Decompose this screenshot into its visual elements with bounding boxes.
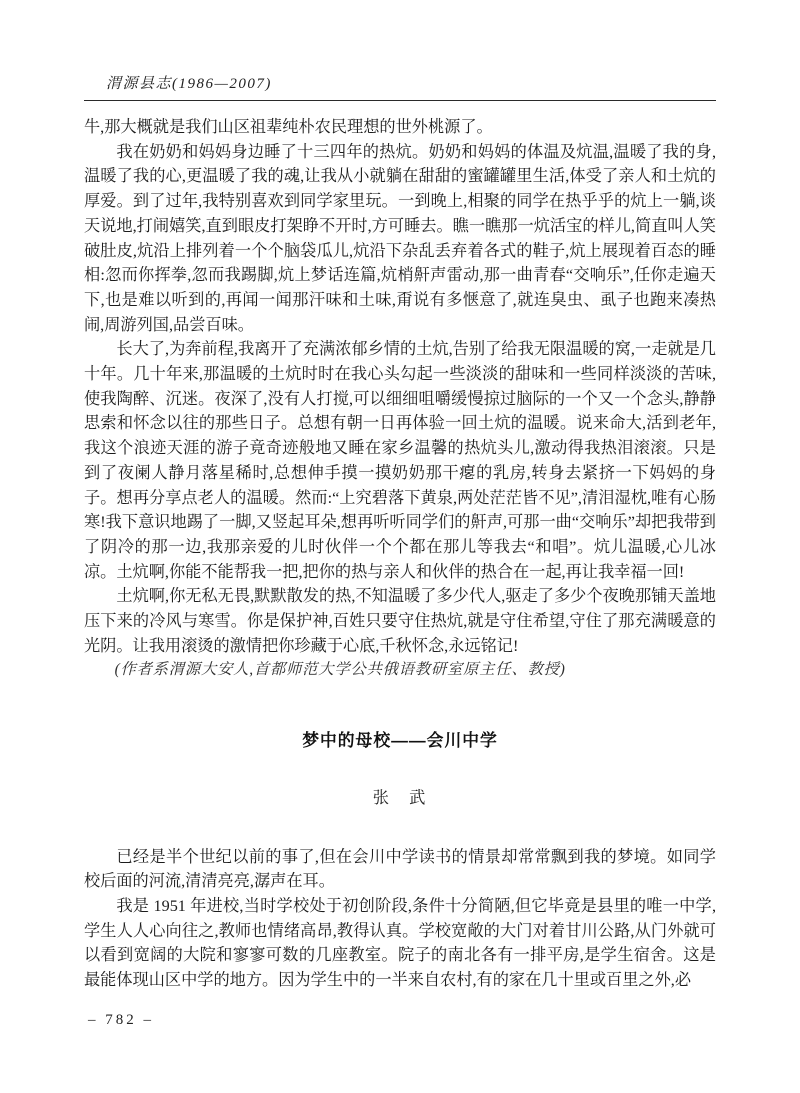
page-body <box>84 115 716 993</box>
running-header: 渭源县志(1986—2007) <box>106 76 272 92</box>
paragraph: 我在奶奶和妈妈身边睡了十三四年的热炕。奶奶和妈妈的体温及炕温,温暖了我的身,温暖了我的心,更温暖了我的魂,让我从小就躺在甜甜的蜜罐罐里生活,体受了亲人和土炕的厚爱。到了过年,我特别喜欢到同学家里玩。一到晚上,相聚的同学在热乎乎的炕上一躺,谈天说地,打闹嬉笑,直到眼皮打架睁不开时,方可睡去。瞧一瞧那一炕活宝的样儿,简直叫人笑破肚皮,炕沿上排列着一个个脑袋瓜儿,炕沿下杂乱丢弃着各式的鞋子,炕上展现着百态的睡相:忽而你挥拳,忽而我踢脚,炕上梦话连篇,炕梢鼾声雷动,那一曲青春“交响乐”,任你走遍天下,也是难以听到的,再闻一闻那汗味和土味,甭说有多惬意了,就连臭虫、虱子也跑来凑热闹,周游列国,品尝百味。 <box>84 142 716 334</box>
article-title-block <box>84 729 716 754</box>
page-header <box>84 72 716 101</box>
paragraph: 我是 1951 年进校,当时学校处于初创阶段,条件十分简陋,但它毕竟是县里的唯一中学,学生人人心向往之,教师也情绪高昂,教得认真。学校宽敞的大门对着甘川公路,从门外就可以看到宽阔的大院和寥寥可数的几座教室。院子的南北各有一排平房,是学生宿舍。这是最能体现山区中学的地方。因为学生中的一半来自农村,有的家在几十里或百里之外,必 <box>84 896 716 990</box>
paragraph: 已经是半个世纪以前的事了,但在会川中学读书的情景却常常飘到我的梦境。如同学校后面的河流,清清亮亮,潺声在耳。 <box>84 847 716 891</box>
paragraph: 长大了,为奔前程,我离开了充满浓郁乡情的土炕,告别了给我无限温暖的窝,一走就是几十年。几十年来,那温暖的土炕时时在我心头勾起一些淡淡的甜味和一些同样淡淡的苦味,使我陶醉、沉迷。夜深了,没有人打搅,可以细细咀嚼缓慢掠过脑际的一个又一个念头,静静思索和怀念以往的那些日子。总想有朝一日再体验一回土炕的温暖。说来命大,活到老年,我这个浪迹天涯的游子竟奇迹般地又睡在家乡温馨的热炕头儿,激动得我热泪滚滚。只是到了夜阑人静月落星稀时,总想伸手摸一摸奶奶那干瘪的乳房,转身去紧挤一下妈妈的身子。想再分享点老人的温暖。然而:“上究碧落下黄泉,两处茫茫皆不见”,清泪湿枕,唯有心肠寒!我下意识地踢了一脚,又竖起耳朵,想再听听同学们的鼾声,可那一曲“交响乐”却把我带到了阴冷的那一边,我那亲爱的儿时伙伴一个个都在那儿等我去“和唱”。炕儿温暖,心儿冰凉。土炕啊,你能不能帮我一把,把你的热与亲人和伙伴的热合在一起,再让我幸福一回! <box>84 340 716 581</box>
paragraph: 土炕啊,你无私无畏,默默散发的热,不知温暖了多少代人,驱走了多少个夜晚那铺天盖地压下来的冷风与寒雪。你是保护神,百姓只要守住热炕,就是守住希望,守住了那充满暖意的光阴。让我用滚烫的激情把你珍藏于心底,千秋怀念,永远铭记! <box>84 587 716 655</box>
article-huichuan <box>84 729 716 993</box>
article-body <box>84 845 716 993</box>
article-author: 张 武 <box>372 788 428 807</box>
article-tukang <box>84 115 716 683</box>
author-note: (作者系渭源大安人,首都师范大学公共俄语教研室原主任、教授) <box>114 661 566 679</box>
paragraph-continuation: 牛,那大概就是我们山区祖辈纯朴农民理想的世外桃源了。 <box>84 118 493 136</box>
header-rule <box>84 100 716 101</box>
page-number: – 782 – <box>88 1012 154 1028</box>
article-title: 梦中的母校——会川中学 <box>302 731 498 751</box>
